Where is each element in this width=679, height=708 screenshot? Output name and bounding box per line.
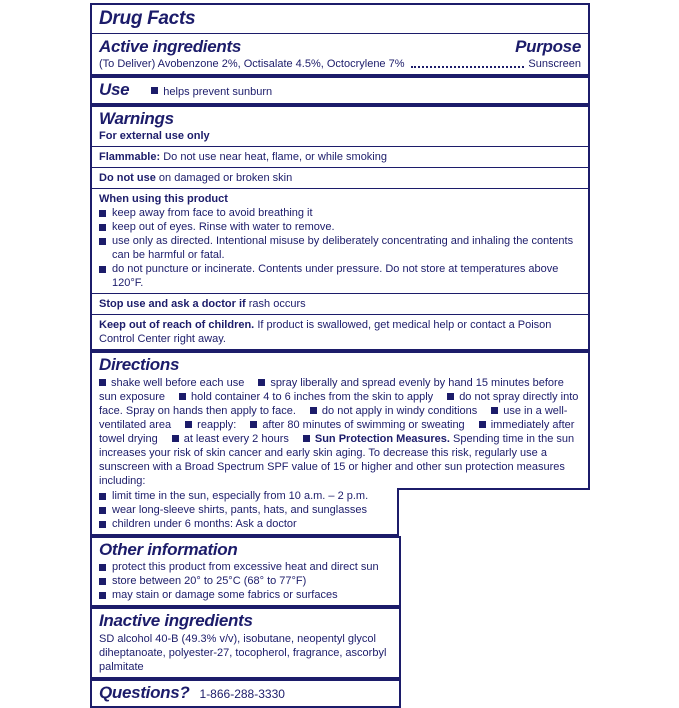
bullet-icon [258, 379, 265, 386]
bullet-icon [99, 266, 106, 273]
directions-item: at least every 2 hours [183, 433, 289, 445]
warning-bullet [99, 220, 581, 234]
directions-item: do not spray directly into face. Spray on hands then apply to face. [99, 391, 579, 417]
questions-heading: Questions? [99, 683, 190, 702]
bullet-icon [99, 210, 106, 217]
directions-item: shake well before each use [111, 377, 245, 389]
do-not-use-bold: Do not use [99, 172, 156, 184]
bullet-icon [99, 493, 106, 500]
use-text: helps prevent sunburn [163, 86, 273, 98]
active-ingredients-heading-row [99, 37, 581, 57]
when-using-heading: When using this product [99, 193, 228, 205]
bullet-icon [99, 224, 106, 231]
label-step-notch [397, 488, 590, 536]
stop-use-bold: Stop use and ask a doctor if [99, 298, 246, 310]
sun-protection-heading: Sun Protection Measures. [314, 433, 450, 445]
bullet-icon [491, 407, 498, 414]
other-information-heading: Other information [99, 540, 238, 559]
drug-facts-header-section [90, 3, 590, 76]
keep-out-bold: Keep out of reach of children. [99, 319, 255, 331]
warning-bullet [99, 234, 581, 262]
warning-bullet [99, 206, 581, 220]
divider [92, 314, 588, 315]
questions-section [90, 679, 401, 708]
purpose-heading: Purpose [515, 37, 581, 56]
bullet-icon [99, 521, 106, 528]
divider [92, 293, 588, 294]
directions-item: reapply: [197, 419, 237, 431]
drug-facts-title: Drug Facts [99, 8, 196, 29]
do-not-use-text: on damaged or broken skin [158, 172, 293, 184]
use-section [90, 76, 590, 105]
inactive-ingredients-heading: Inactive ingredients [99, 611, 253, 630]
directions-bullet-text: limit time in the sun, especially from 10 a.m. – 2 p.m. [112, 490, 369, 502]
directions-bullet-text: wear long-sleeve shirts, pants, hats, and sunglasses [112, 504, 367, 516]
other-info-bullet [99, 574, 392, 588]
warning-bullet-text: keep away from face to avoid breathing it [112, 207, 313, 219]
directions-bullet-text: children under 6 months: Ask a doctor [112, 518, 297, 530]
directions-item: after 80 minutes of swimming or sweating [262, 419, 465, 431]
bullet-icon [447, 393, 454, 400]
divider [92, 167, 588, 168]
questions-phone: 1-866-288-3330 [199, 687, 285, 701]
dotted-leader [411, 57, 525, 68]
keep-out-row [99, 318, 581, 346]
directions-item: immediately after towel drying [99, 419, 575, 445]
warning-bullet-text: keep out of eyes. Rinse with water to remove. [112, 221, 335, 233]
stop-use-row [99, 297, 581, 311]
other-info-bullet [99, 560, 392, 574]
bullet-icon [179, 393, 186, 400]
bullet-icon [99, 238, 106, 245]
other-info-bullet-text: may stain or damage some fabrics or surfaces [112, 589, 338, 601]
keep-out-text: If product is swallowed, get medical help or contact a Poison Control Center right away. [99, 319, 552, 345]
directions-paragraph [99, 376, 581, 488]
bullet-icon [151, 87, 158, 94]
bullet-icon [250, 421, 257, 428]
divider [92, 146, 588, 147]
other-info-bullet [99, 588, 392, 602]
bullet-icon [479, 421, 486, 428]
flammable-text: Do not use near heat, flame, or while smoking [163, 151, 387, 163]
other-information-section [90, 536, 401, 607]
other-info-bullet-text: protect this product from excessive heat and direct sun [112, 561, 379, 573]
directions-item: Spending time in the sun increases your risk of skin cancer and early skin aging. To decrease this risk, regularly use a sunscreen with a Broad Spectrum SPF value of 15 or higher and other sun protection measures including: [99, 433, 575, 487]
use-heading: Use [99, 80, 130, 99]
warnings-section [90, 105, 590, 351]
warning-bullet [99, 262, 581, 290]
flammable-row [99, 150, 581, 164]
warning-bullet-text: use only as directed. Intentional misuse by deliberately concentrating and inhaling the contents can be harmful or fatal. [112, 235, 574, 261]
purpose-value: Sunscreen [528, 58, 581, 70]
divider [92, 33, 588, 34]
directions-item: spray liberally and spread evenly by hand 15 minutes before sun exposure [99, 377, 564, 403]
directions-item: use in a well-ventilated area [99, 405, 568, 431]
divider [92, 188, 588, 189]
bullet-icon [99, 507, 106, 514]
bullet-icon [99, 564, 106, 571]
bullet-icon [99, 379, 106, 386]
drug-facts-label [90, 3, 590, 708]
inactive-ingredients-section [90, 607, 401, 679]
external-use-text: For external use only [99, 130, 210, 142]
directions-item: do not apply in windy conditions [321, 405, 478, 417]
inactive-ingredients-text: SD alcohol 40-B (49.3% v/v), isobutane, neopentyl glycol diheptanoate, polyester-27, tocopherol, fragrance, ascorbyl palmitate [99, 633, 387, 673]
active-ingredients-row [99, 57, 581, 71]
other-info-bullet-text: store between 20° to 25°C (68° to 77°F) [112, 575, 307, 587]
warning-bullet-text: do not puncture or incinerate. Contents under pressure. Do not store at temperatures above 120°F. [112, 263, 559, 289]
bullet-icon [99, 578, 106, 585]
directions-heading: Directions [99, 355, 180, 374]
flammable-bold: Flammable: [99, 151, 161, 163]
directions-item: hold container 4 to 6 inches from the skin to apply [191, 391, 434, 403]
bullet-icon [172, 435, 179, 442]
bullet-icon [185, 421, 192, 428]
bullet-icon [303, 435, 310, 442]
active-ingredients-heading: Active ingredients [99, 37, 241, 56]
stop-use-text: rash occurs [248, 298, 306, 310]
active-ingredients-value: (To Deliver) Avobenzone 2%, Octisalate 4.5%, Octocrylene 7% [99, 58, 405, 70]
directions-section [90, 351, 590, 536]
bullet-icon [310, 407, 317, 414]
bullet-icon [99, 592, 106, 599]
do-not-use-row [99, 171, 581, 185]
warnings-heading: Warnings [99, 109, 174, 128]
